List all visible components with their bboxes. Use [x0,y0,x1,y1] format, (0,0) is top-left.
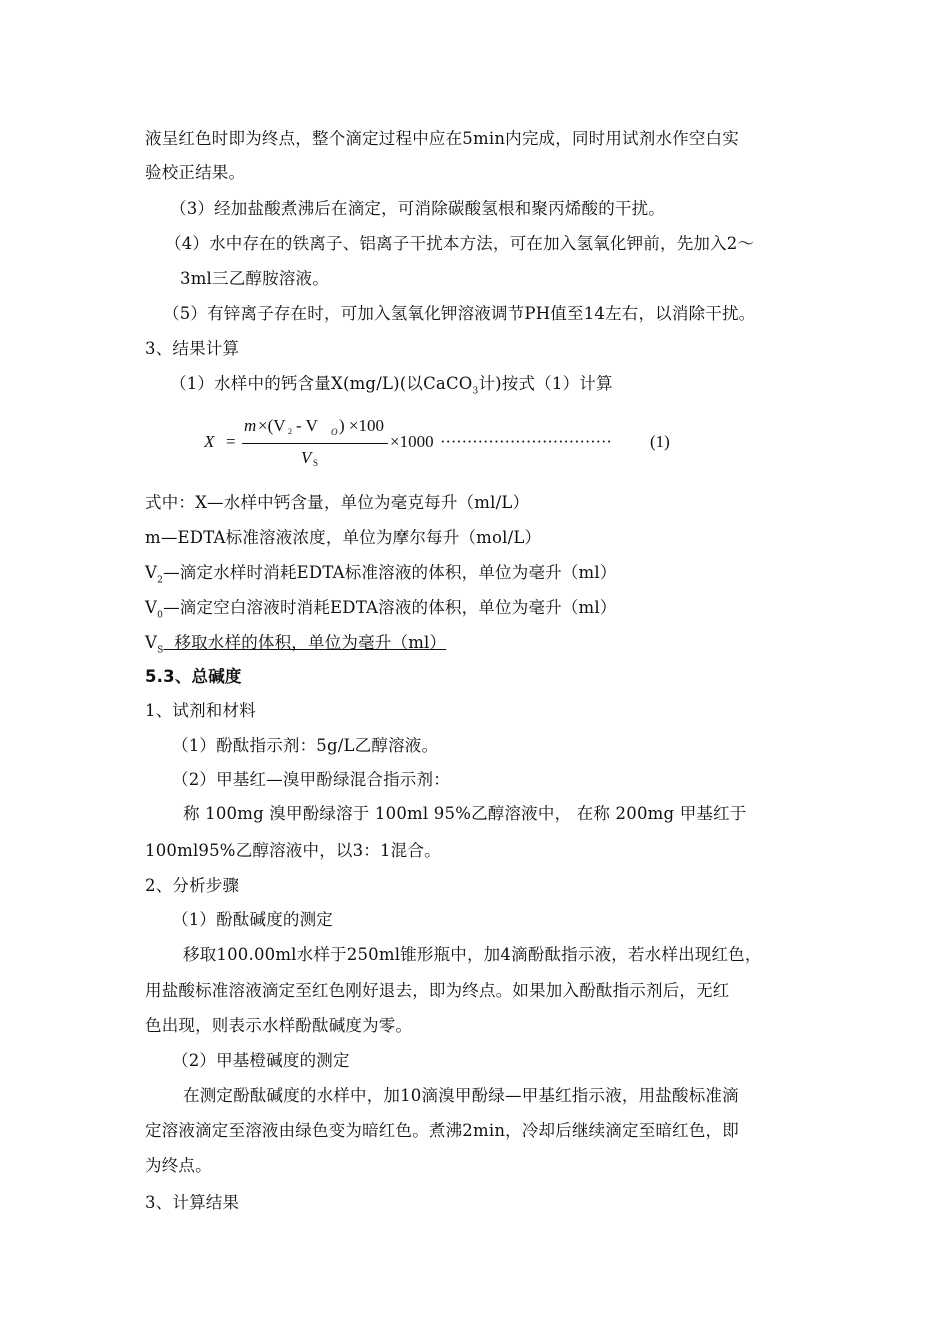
paragraph-line: 移取100.00ml水样于250ml锥形瓶中，加4滴酚酞指示液，若水样出现红色， [183,945,762,964]
subscript: S [157,645,164,656]
formula-sub-o: O [331,427,338,437]
paragraph-line: 用盐酸标准溶液滴定至红色刚好退去，即为终点。如果加入酚酞指示剂后，无红 [145,981,730,1000]
paragraph-line: 100ml95%乙醇溶液中，以3：1混合。 [145,841,441,860]
paragraph-line: 为终点。 [145,1156,212,1175]
formula-m: m [244,416,257,435]
formula-minus: - V [296,416,318,435]
paragraph-line: （1）酚酞指示剂：5g/L乙醇溶液。 [172,736,439,755]
section-title: 5.3、总碱度 [145,667,242,686]
formula-dots: ································ [440,432,612,451]
paragraph-line: 色出现，则表示水样酚酞碱度为零。 [145,1016,413,1035]
paragraph-line: （2）甲基红—溴甲酚绿混合指示剂： [172,770,450,789]
paragraph-line: （2）甲基橙碱度的测定 [172,1051,350,1070]
paragraph-line: 3ml三乙醇胺溶液。 [180,269,329,288]
subsection-heading: 2、分析步骤 [145,876,240,895]
definition-line [145,562,617,591]
section-heading: 3、结果计算 [145,339,240,358]
paragraph-line: （5）有锌离子存在时，可加入氢氧化钾溶液调节PH值至14左右，以消除干扰。 [163,304,756,323]
paragraph-line: 在测定酚酞碱度的水样中，加10滴溴甲酚绿—甲基红指示液，用盐酸标准滴 [183,1086,739,1105]
subscript: 2 [157,575,164,586]
paragraph-line [170,373,613,402]
paragraph-line: （3）经加盐酸煮沸后在滴定，可消除碳酸氢根和聚丙烯酸的干扰。 [170,199,665,218]
formula-sub-2: 2 [288,427,292,436]
formula-numerator-b: ) ×100 [339,416,384,435]
subscript: 3 [472,386,479,397]
formula-times: ×1000 [390,432,434,451]
paragraph-line: （1）酚酞碱度的测定 [172,910,333,929]
definition-line [145,597,617,626]
text-span: V [145,598,158,617]
text-span: V [145,563,158,582]
text-span: —滴定水样时消耗EDTA标准溶液的体积，单位为毫升（ml） [163,563,617,582]
subsection-heading: 3、计算结果 [145,1193,240,1212]
formula-equals: = [226,432,236,451]
paragraph-line: （4）水中存在的铁离子、铝离子干扰本方法，可在加入氢氧化钾前，先加入2～ [165,234,755,253]
text-span: —滴定空白溶液时消耗EDTA溶液的体积，单位为毫升（ml） [163,598,617,617]
text-span: 移取水样的体积，单位为毫升（ml） [163,633,447,652]
definition-line [145,632,446,661]
subsection-heading: 1、试剂和材料 [145,701,256,720]
paragraph-line: 液呈红色时即为终点，整个滴定过程中应在5min内完成，同时用试剂水作空白实 [145,129,739,148]
formula-number: (1) [650,432,670,451]
text-span: 计)按式（1）计算 [478,374,613,393]
formula-1 [204,412,684,472]
paragraph-line: 定溶液滴定至溶液由绿色变为暗红色。煮沸2min，冷却后继续滴定至暗红色，即 [145,1121,739,1140]
formula-lhs: X [204,432,215,451]
formula-sub-s: S [313,458,319,468]
subscript: 0 [157,610,164,621]
definition-line: m—EDTA标准溶液浓度，单位为摩尔每升（mol/L） [145,528,542,547]
formula-denominator: V [301,448,312,467]
formula-numerator-a: ×(V [258,416,286,435]
paragraph-line: 验校正结果。 [145,163,246,182]
text-span: （1）水样中的钙含量X(mg/L)(以CaCO [170,374,473,393]
definition-line: 式中：X—水样中钙含量，单位为毫克每升（ml/L） [145,493,530,512]
text-span: V [145,633,158,652]
paragraph-line: 称 100mg 溴甲酚绿溶于 100ml 95%乙醇溶液中， 在称 200mg 甲基红于 [183,804,747,823]
fraction-bar [242,443,388,444]
